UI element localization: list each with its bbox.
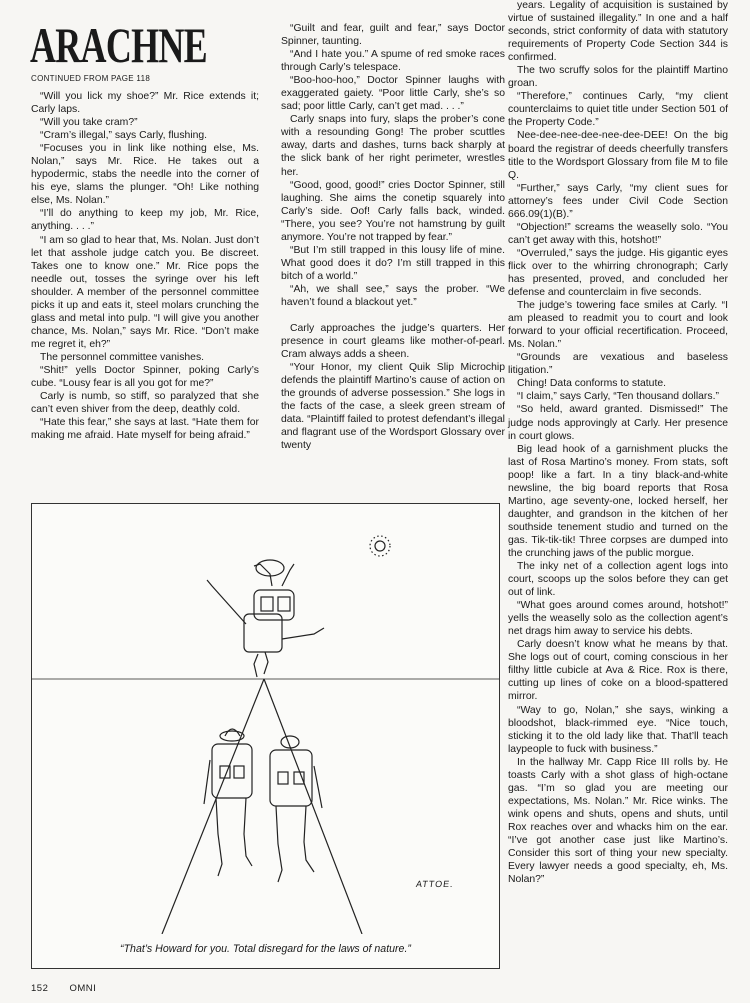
paragraph: The personnel committee vanishes. (40, 351, 205, 363)
paragraph: “Cram’s illegal,” says Carly, flushing. (40, 130, 208, 142)
upside-down-hiker (207, 560, 324, 677)
paragraph: Carly approaches the judge’s quarters. Her presence in court gleams like mother-of-pearl. Cram always adds a sheen. (281, 323, 505, 361)
paragraph: “And I hate you.” A spume of red smoke races through Carly’s telespace. (281, 49, 505, 74)
paragraph: “But I’m still trapped in this lousy life of mine. What good does it do? I’m still trapped in this bitch of a world.” (281, 244, 505, 282)
paragraph: Carly snaps into fury, slaps the prober’s cone with a resounding Gong! The prober scuttles away, darts and dashes, turns back sharply at the slick bank of her right perimeter, wrestles her. (281, 114, 505, 178)
paragraph: “Guilt and fear, guilt and fear,” says Doctor Spinner, taunting. (281, 23, 505, 48)
paragraph: Ching! Data conforms to statute. (517, 378, 667, 390)
paragraph: “Your Honor, my client Quik Slip Microchip defends the plaintiff Martino’s cause of action on the grounds of adverse possession.” She logs in the facts of the case, a sleek green stream of data. “Plaintiff failed to protest defendant’s illegal and flagrant use of the Wordsport Glossary over twenty (281, 362, 505, 452)
paragraph: “Grounds are vexatious and baseless litigation.” (508, 352, 728, 377)
cartoon-drawing (32, 504, 499, 934)
text-column-2 (281, 22, 505, 453)
paragraph: Big lead hook of a garnishment plucks the last of Rosa Martino’s money. From stats, soft poop! like a fart. In a tiny black-and-white newsline, the big board reports that Rosa Martino, age seventy-one, locked herself, her daughter, and grandson in the kitchen of her southside tenement studio and turned on the gas. Tik-tik-tik! Three corpses are dumped into the crunching jaws of the public morgue. (508, 443, 728, 559)
paragraph: “What goes around comes around, hotshot!” yells the weaselly solo as the collection agent’s net drags him away to service his debts. (508, 600, 728, 638)
paragraph: years. Legality of acquisition is sustained by virtue of sustained illegality.” In one and a half seconds, strict conformity of data with statutory requirements of Property Code Section 344 is confirmed. (508, 0, 728, 64)
paragraph: “Overruled,” says the judge. His gigantic eyes flick over to the whirring chronograph; Carly has presented, proved, and concluded her defense and counterclaim in five seconds. (508, 247, 728, 299)
paragraph: In the hallway Mr. Capp Rice III rolls by. He toasts Carly with a shot glass of high-octane gas. “I’m so glad you are meeting our expectations, Ms. Nolan.” Mr. Rice winks. The wink opens and shuts, opens and shuts, until Rox reaches over and whacks him on the ear. “I’ve got another case just like Martino’s. Consider this sort of thing your new specialty. Every lawyer needs a good specialty, eh, Ms. Nolan?” (508, 756, 728, 886)
paragraph: The two scruffy solos for the plaintiff Martino groan. (508, 65, 728, 90)
paragraph: “Good, good, good!” cries Doctor Spinner, still laughing. She aims the conetip squarely into Carly’s side. Oof! Carly falls back, winded. “There, you see? You’re not hamstrung by guilt anymore. You’re not trapped by fear.” (281, 179, 505, 243)
sun-icon (375, 541, 385, 551)
paragraph: “Focuses you in link like nothing else, Ms. Nolan,” says Mr. Rice. He takes out a hypodermic, stabs the needle into the corner of his eye, slams the plunger. “Oh! Like nothing else, Ms. Nolan.” (31, 143, 259, 207)
text-column-1 (31, 90, 259, 442)
magazine-name: OMNI (69, 983, 97, 994)
paragraph: “Boo-hoo-hoo,” Doctor Spinner laughs with exaggerated gaiety. “Poor little Carly, she’s so sad; poor little Carly, can’t get mad. . . .” (281, 75, 505, 113)
paragraph: “So held, award granted. Dismissed!” The judge nods approvingly at Carly. Her presence in court glows. (508, 404, 728, 442)
paragraph: “Will you lick my shoe?” Mr. Rice extends it; Carly laps. (31, 91, 259, 116)
hiker-left (204, 729, 252, 876)
continued-note: CONTINUED FROM PAGE 118 (31, 74, 151, 83)
paragraph: “Hate this fear,” she says at last. “Hate them for making me afraid. Hate myself for being afraid.” (31, 417, 259, 442)
paragraph: “Further,” says Carly, “my client sues for attorney’s fees under Civil Code Section 666.09(1)(B).” (508, 182, 728, 220)
paragraph: “Therefore,” continues Carly, “my client counterclaims to quiet title under Section 501 of the Property Code.” (508, 91, 728, 129)
paragraph: “Objection!” screams the weaselly solo. “You can’t get away with this, hotshot!” (508, 221, 728, 246)
paragraph: “I am so glad to hear that, Ms. Nolan. Just don’t let that asshole judge catch you. Be discreet. Takes one to know one.” Mr. Rice pops the needle out, tosses the syringe over his left shoulder. A member of the personnel committee picks it up and eats it, steel molars crunching the glass and metal into pulp. “I will give you another chance, Ms. Nolan,” says Mr. Rice. “Don’t make me regret it, eh?” (31, 234, 259, 350)
paragraph: Carly doesn’t know what he means by that. She logs out of court, coming conscious in her filthy little cubicle at Ava & Rice. Rox is there, cutting up lines of coke on a blood-spattered mirror. (508, 639, 728, 703)
paragraph: The judge’s towering face smiles at Carly. “I am pleased to readmit you to court and look forward to your official recertification. Proceed, Ms. Nolan.” (508, 300, 728, 351)
paragraph: The inky net of a collection agent logs into court, scoops up the solos before they can get out of link. (508, 561, 728, 599)
cartoon-caption: “That’s Howard for you. Total disregard for the laws of nature.” (120, 943, 411, 955)
page-footer (31, 983, 114, 994)
paragraph: “Shit!” yells Doctor Spinner, poking Carly’s cube. “Lousy fear is all you got for me?” (31, 364, 259, 390)
paragraph: Nee-dee-nee-dee-nee-dee-DEE! On the big board the registrar of deeds cheerfully transfers title to the Wordsport Glossary from file M to file Q. (508, 130, 728, 181)
paragraph: “Ah, we shall see,” says the prober. “We haven’t found a blackout yet.” (281, 283, 505, 308)
page-number: 152 (31, 983, 49, 994)
paragraph: “I’ll do anything to keep my job, Mr. Rice, anything. . . .” (31, 208, 259, 233)
paragraph: “Way to go, Nolan,” she says, winking a bloodshot, black-rimmed eye. “Nice touch, sticking it to the old lady like that. That’ll teach laypeople to fuck with business.” (508, 704, 728, 755)
artist-signature: ATTOE. (415, 879, 455, 889)
text-column-3 (508, 0, 728, 886)
cartoon-illustration (31, 503, 500, 969)
paragraph: “Will you take cram?” (40, 117, 138, 129)
article-title: ARACHNE (30, 17, 207, 73)
paragraph: “I claim,” says Carly, “Ten thousand dollars.” (517, 391, 719, 403)
paragraph: Carly is numb, so stiff, so paralyzed that she can’t even shiver from the deep, deathly cold. (31, 391, 259, 416)
